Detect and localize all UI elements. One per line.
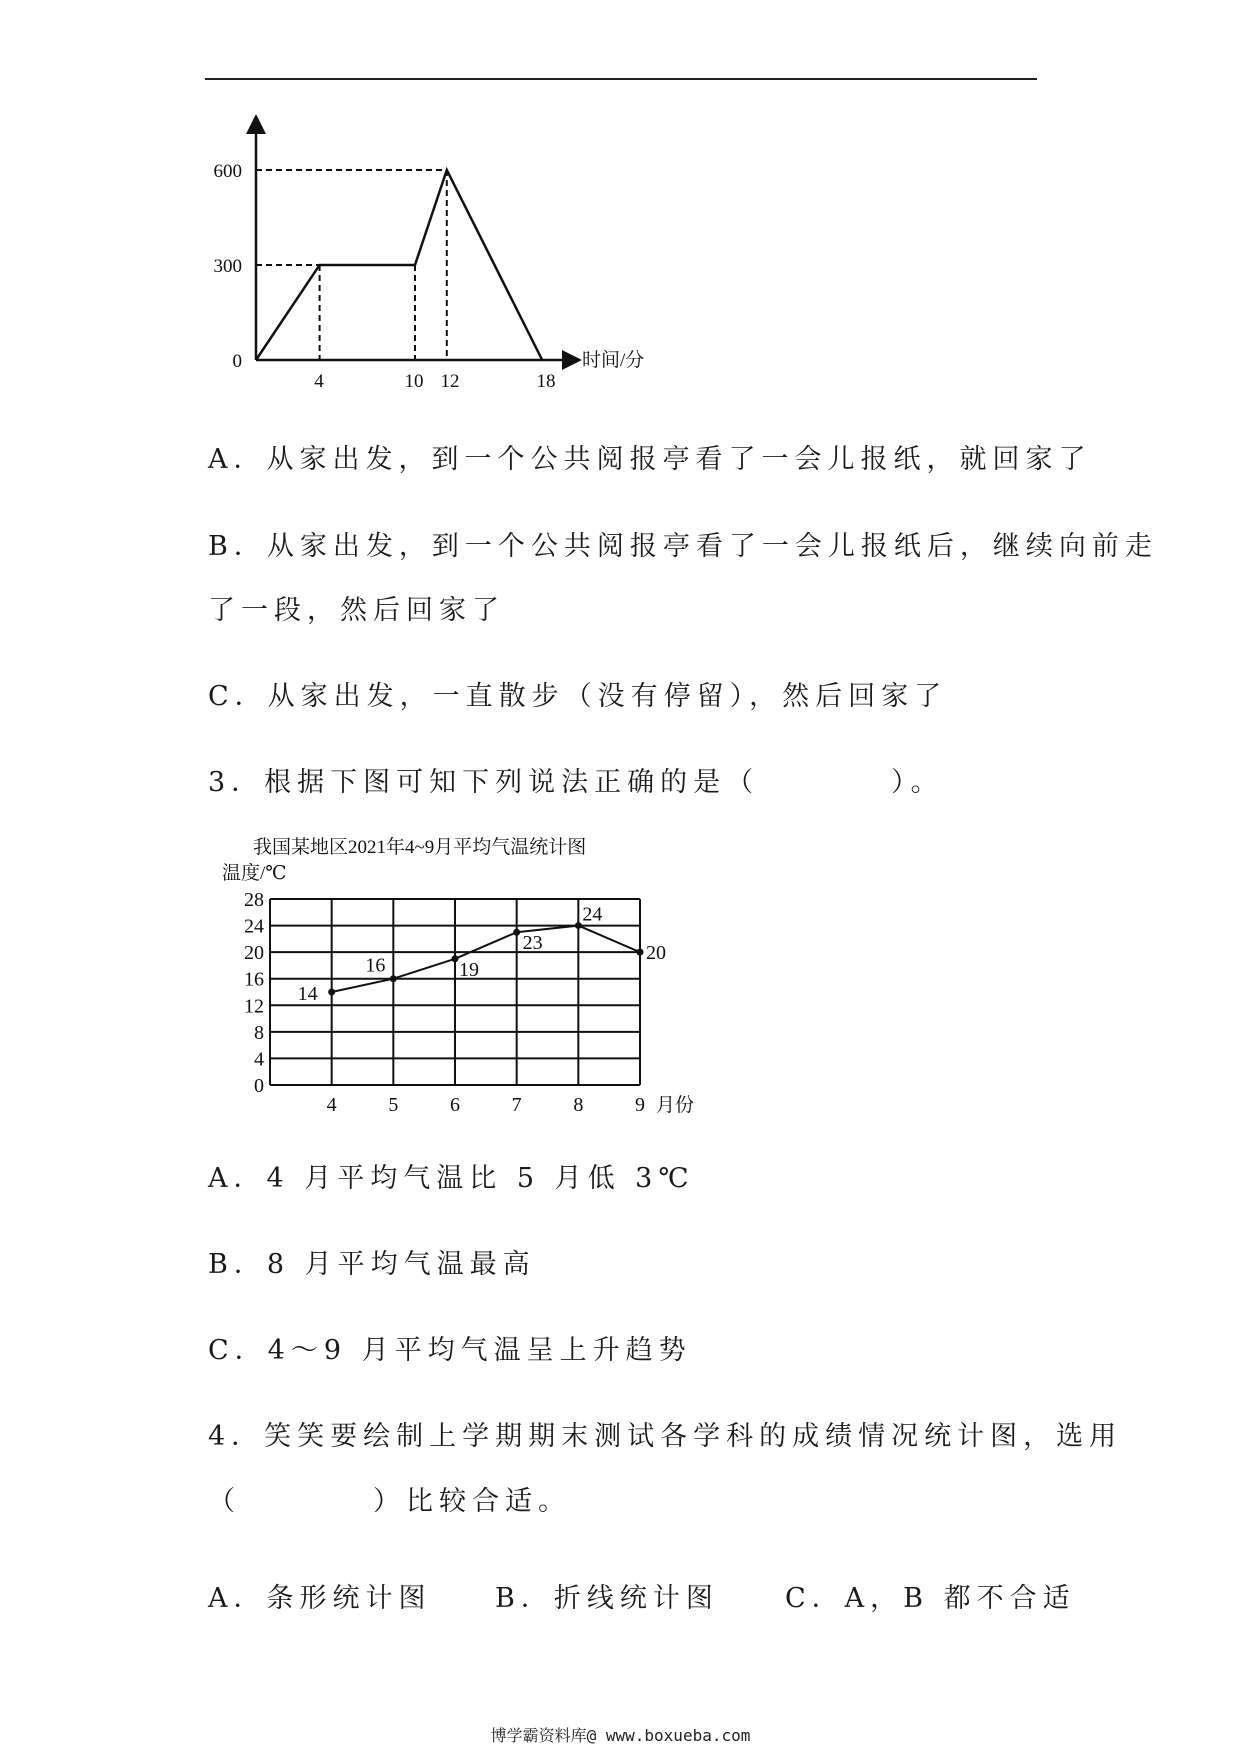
chart-data-point [575,922,582,929]
chart-data-point [513,929,520,936]
q4-question: 4．笑笑要绘制上学期期末测试各学科的成绩情况统计图，选用 [208,1421,1123,1452]
q4-option-a: A．条形统计图 [208,1583,432,1614]
temperature-line-chart [0,830,1241,1130]
graph1-y-tick: 300 [213,256,242,277]
q2-option-b-continued: 了一段，然后回家了 [208,595,505,626]
chart-y-tick: 8 [254,1021,264,1044]
chart-data-point [328,989,335,996]
chart-y-tick: 28 [244,889,264,911]
chart-y-tick: 0 [254,1075,264,1097]
chart-x-label: 月份 [656,1095,695,1116]
chart-data-point [390,975,397,982]
chart-x-tick: 5 [388,1094,399,1116]
q3-option-b: B．8 月平均气温最高 [208,1249,536,1280]
chart-x-tick: 7 [511,1094,522,1116]
chart-data-label: 14 [297,983,318,1005]
q4-option-c: C．A，B 都不合适 [785,1583,1076,1614]
chart-y-tick: 16 [244,968,264,991]
graph1-x-tick: 12 [440,371,460,392]
chart-x-tick: 8 [573,1094,584,1116]
chart-data-label: 20 [646,942,666,965]
chart-data-point [637,949,644,956]
chart-x-tick: 9 [635,1094,645,1116]
chart-x-tick: 4 [326,1094,337,1116]
chart-y-label: 温度/℃ [222,863,287,884]
graph1-x-tick: 10 [404,371,424,392]
chart-data-label: 19 [459,958,479,981]
q4-option-b: B．折线统计图 [495,1583,719,1614]
footer-watermark: 博学霸资料库@ www.boxueba.com [490,1726,751,1745]
chart-data-label: 23 [522,932,543,955]
chart-y-tick: 20 [244,942,264,965]
chart-y-tick: 4 [254,1048,264,1071]
chart-x-tick: 6 [450,1094,460,1116]
q4-question-continued: （ ）比较合适。 [208,1486,571,1517]
q3-question: 3．根据下图可知下列说法正确的是（ ）。 [208,767,944,798]
graph1-y-tick: 600 [213,161,242,182]
graph1-x-tick: 18 [536,371,556,392]
q2-option-a: A．从家出发，到一个公共阅报亭看了一会儿报纸，就回家了 [208,444,1092,475]
graph1-x-label: 时间/分 [582,350,645,371]
q2-option-c: C．从家出发，一直散步（没有停留），然后回家了 [208,681,948,712]
chart-y-tick: 12 [244,995,264,1018]
chart-data-label: 16 [365,954,386,977]
chart-data-label: 24 [582,903,603,926]
graph1-y-tick: 0 [232,351,242,372]
chart-y-tick: 24 [244,915,264,938]
graph1-x-tick: 4 [314,371,324,392]
q3-option-a: A．4 月平均气温比 5 月低 3℃ [208,1163,695,1194]
top-rule [205,78,1037,80]
chart-title: 我国某地区2021年4~9月平均气温统计图 [253,837,587,858]
q3-option-c: C．4～9 月平均气温呈上升趋势 [208,1335,692,1366]
chart-data-point [452,955,459,962]
q2-option-b: B．从家出发，到一个公共阅报亭看了一会儿报纸后，继续向前走 [208,531,1158,562]
